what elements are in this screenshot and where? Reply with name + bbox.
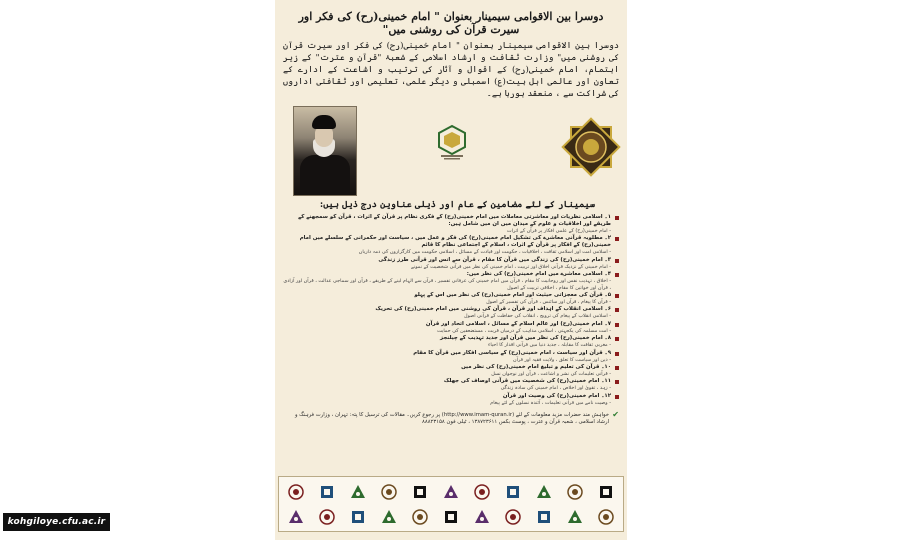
topic-item [283, 271, 619, 291]
seal-3-icon [344, 480, 373, 503]
bullet-icon [615, 237, 619, 241]
bullet-icon [615, 366, 619, 370]
topic-subtitle: - مغربی ثقافت کا مقابلہ ، جدید دنیا میں قرآنی اقدار کا احیاء [488, 342, 611, 349]
topic-item [283, 306, 619, 319]
topic-subtitle: - قرآنی تعلیمات کی نشر و اشاعت ، قرآن اور نوجوان نسل [491, 371, 611, 378]
topic-subtitle: - دین اور سیاست کا تعلق ، ولایت فقیہ اور قرآن [513, 356, 611, 363]
topic-subtitle: - اسلامی امت اور اسلامی ثقافت ، اخلاقیات ، حکومت اور قیادت کے مسائل ، اسلامی حکومت میں کارگزاروں کی ذمہ داریاں [358, 249, 611, 256]
seal-15-icon [375, 505, 404, 528]
topic-title: ۱۰۔ قرآن کی تعلیم و تبلیغ امام خمینی(رح) کی نظر میں [461, 364, 611, 371]
poster-intro: دوسرا بین الاقوامی سیمینار بعنوان " امام خمینی(رح) کی فکر اور سیرت قرآن کی روشنی میں" وزارت ثقافت و ارشاد اسلامی کے شعبۂ "قرآن و عترت" کے زیر اہتمام، امام خمینی(رح) کے اقوال و آثار کی ترتیب و اشاعت کے ادارے کے تعاون اور عالمی اہل بیت(ع) اسمبلی و دیگر علمی، تعلیمی اور ثقافتی اداروں کی شراکت سے ، منعقد ہورہا ہے۔ [283, 41, 619, 99]
topic-subtitle: - زہد ، تقویٰ اور اخلاص ، امام خمینی کی سادہ زندگی [500, 385, 611, 392]
seal-14-icon [344, 505, 373, 528]
topic-title: ۳۔ امام خمینی(رح) کی زندگی میں قرآن کا مقام ، قرآن سے انس اور قرآنی طرز زندگی [378, 256, 611, 263]
topic-subtitle: - وصیت نامے میں قرآنی تعلیمات ، آئندہ نسلوں کے لئے پیغام [490, 399, 611, 406]
topic-item [283, 378, 619, 391]
topic-subtitle: - اخلاق ، تہذیب نفس اور روحانیت کا مقام ، قرآن میں امام خمینی کی عرفانی تفسیر ، قرآن سے الہام لینے کے طریقے ، قرآن اور سماجی عدالت ، قرآن اور آزادی ، قرآن اور خواتین کا مقام ، اخلاقی تربیت کے اصول [283, 278, 611, 291]
seal-8-icon [498, 480, 527, 503]
topic-item [283, 350, 619, 363]
seal-16-icon [406, 505, 435, 528]
topic-subtitle: - امت مسلمہ کی یکجہتی ، اسلامی مذاہب کے درمیان قربت ، مستضعفین کی حمایت [437, 327, 611, 334]
bullet-icon [615, 216, 619, 220]
topic-subtitle: - امام خمینی کے نزدیک قرآنی اخلاق اور تربیت ، امام خمینی کی نظر میں قرآنی شخصیت کے نمونے [411, 263, 611, 270]
topic-item [283, 214, 619, 234]
imam-portrait-image [293, 106, 357, 196]
sponsor-logos-strip [278, 476, 624, 532]
topic-item [283, 393, 619, 406]
seal-2-icon [313, 480, 342, 503]
seal-18-icon [467, 505, 496, 528]
seal-20-icon [529, 505, 558, 528]
topic-title: ۴۔ اسلامی معاشرے میں امام خمینی(رح) کی نظر میں: [466, 271, 611, 278]
topic-title: ۱۔ اسلامی نظریات اور معاشرتی معاملات میں امام خمینی(رح) کے فکری نظام پر قرآن کے اثرات ، قرآن کو سمجھنے کے طریقے اور اخلاقیات و علوم کے میدان میں ان میں شامل ہیں: [298, 214, 611, 227]
seal-11-icon [591, 480, 620, 503]
topic-subtitle: - امام خمینی(رح) کے علمی افکار پر قرآن کے اثرات [507, 228, 611, 234]
bullet-icon [615, 273, 619, 277]
topic-subtitle: - قرآن کا پیغام ، قرآن اور سائنس ، قرآن کی تفسیر کے اصول [486, 299, 611, 306]
bullet-icon [615, 259, 619, 263]
seminar-poster [275, 0, 627, 540]
seal-6-icon [437, 480, 466, 503]
topic-title: ۲۔ مطلوبہ قرآنی معاشرے کی تشکیل امام خمینی(رح) کی فکر و عمل میں ، سیاست اور حکمرانی کے سلسلے میں امام خمینی(رح) کے افکار پر قرآن کے اثرات ، اسلام کے اجتماعی نظام کا قائم [299, 235, 611, 249]
seal-7-icon [467, 480, 496, 503]
topics-list [283, 214, 619, 406]
topic-title: ۵۔ قرآن کی معجزاتی حیثیت اور امام خمینی(رح) کی نظر میں اس کے پہلو [414, 292, 611, 299]
bullet-icon [615, 352, 619, 356]
seminar-emblem-icon [435, 124, 469, 160]
seal-10-icon [560, 480, 589, 503]
topic-item [283, 292, 619, 305]
poster-images-row [283, 106, 619, 186]
seal-21-icon [560, 505, 589, 528]
quran-star-emblem-icon [560, 116, 622, 178]
seal-12-icon [282, 505, 311, 528]
seal-4-icon [375, 480, 404, 503]
topic-item [283, 257, 619, 270]
topic-item [283, 235, 619, 255]
topic-title: ۱۲۔ امام خمینی(رح) کی وصیت اور قرآن [502, 392, 611, 399]
bullet-icon [615, 294, 619, 298]
seal-13-icon [313, 505, 342, 528]
topics-heading: سیمینار کے لئے مضامین کے عام اور ذیلی عناوین درج ذیل ہیں: [319, 200, 595, 210]
site-watermark-badge[interactable]: kohgiloye.cfu.ac.ir [3, 513, 110, 531]
seal-5-icon [406, 480, 435, 503]
topic-item [283, 335, 619, 348]
topic-title: ۷۔ امام خمینی(رح) اور عالم اسلام کے مسائل ، اسلامی اتحاد اور قرآن [425, 320, 611, 327]
topic-item [283, 321, 619, 334]
bullet-icon [615, 308, 619, 312]
seal-19-icon [498, 505, 527, 528]
seal-22-icon [591, 505, 620, 528]
bullet-icon [615, 380, 619, 384]
seal-9-icon [529, 480, 558, 503]
topic-title: ۱۱۔ امام خمینی(رح) کی شخصیت میں قرآنی اوصاف کی جھلک [443, 378, 611, 385]
bullet-icon [615, 323, 619, 327]
contact-note-text: خواہش مند حضرات مزید معلومات کے لئے (http://www.imam-quran.ir) پر رجوع کریں۔ مقالات کی ترسیل کا پتہ: تہران ، وزارت فرہنگ و ارشاد اسلامی ، شعبہ قرآن و عترت ، پوسٹ بکس ۱۳۸۷۲۳۶۱۱ ، ٹیلی فون ۸۸۸۲۳۱۵۸ [294, 412, 609, 426]
poster-headline: دوسرا بین الاقوامی سیمینار بعنوان " امام خمینی(رح) کی فکر اور سیرت قرآن کی روشنی میں" [298, 10, 604, 36]
contact-note [283, 412, 619, 426]
seal-1-icon [282, 480, 311, 503]
topic-title: ۶۔ اسلامی انقلاب کے اہداف اور قرآن ، قرآن کی روشنی میں امام خمینی(رح) کی تحریک [375, 306, 611, 313]
check-icon: ✔ [612, 410, 619, 420]
topic-title: ۹۔ قرآن اور سیاست ، امام خمینی(رح) کے سیاسی افکار میں قرآن کا مقام [413, 349, 611, 356]
topic-subtitle: - اسلامی انقلاب کے پیغام کی ترویج ، انقلاب کی حفاظت کے قرآنی اصول [463, 313, 611, 320]
bullet-icon [615, 337, 619, 341]
topic-item [283, 364, 619, 377]
seal-17-icon [437, 505, 466, 528]
topic-title: ۸۔ امام خمینی(رح) کی نظر میں قرآن اور جدید تہذیب کے چیلنجز [440, 335, 611, 342]
bullet-icon [615, 395, 619, 399]
